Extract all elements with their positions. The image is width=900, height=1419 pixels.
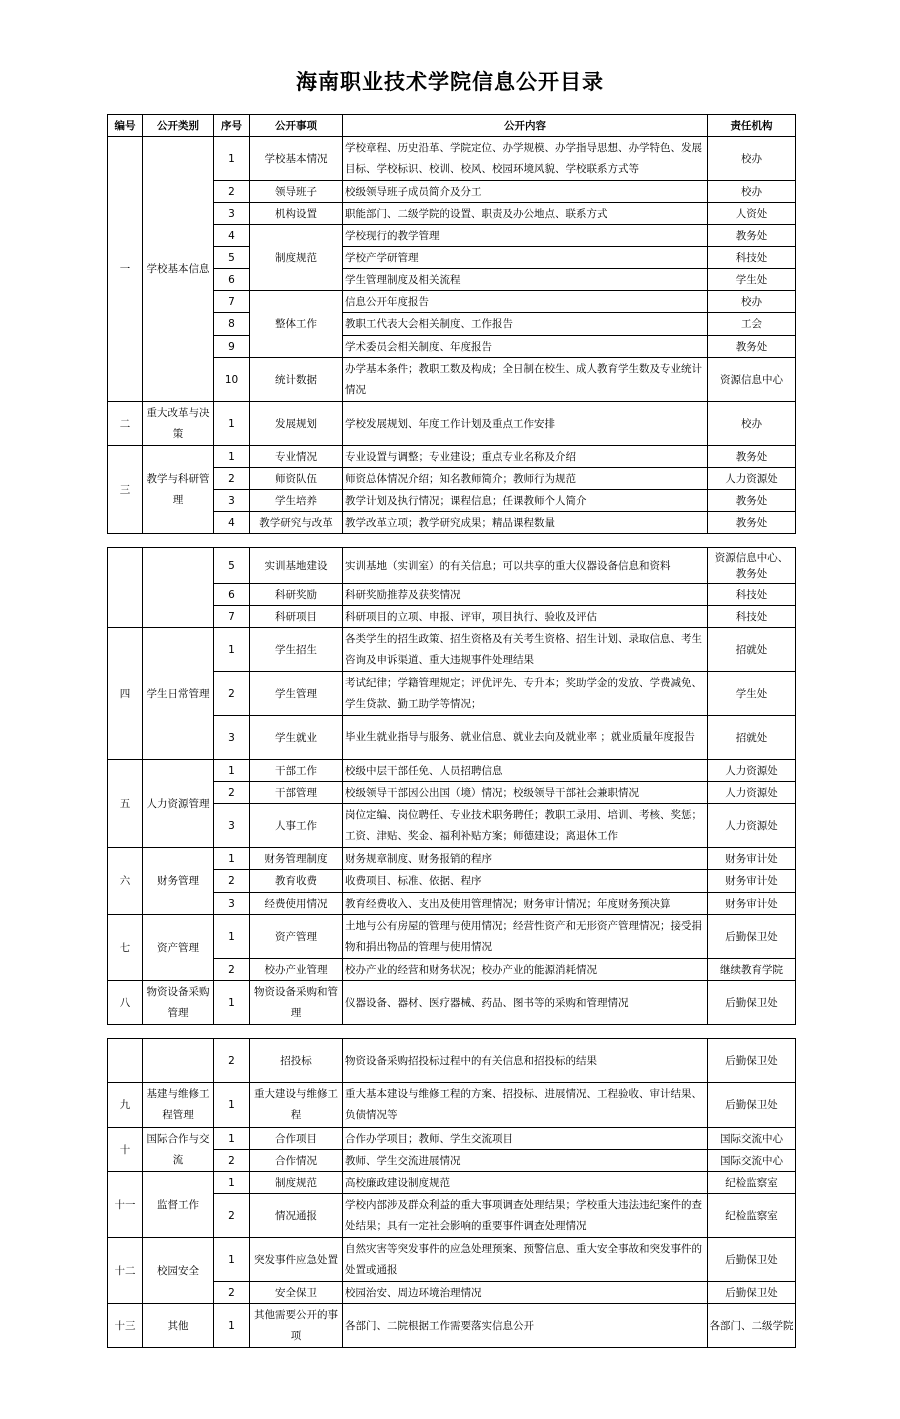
- item-content: 物资设备采购招投标过程中的有关信息和招投标的结果: [343, 1039, 708, 1083]
- item-content: 师资总体情况介绍；知名教师简介；教师行为规范: [343, 468, 708, 490]
- group-category: 国际合作与交流: [143, 1128, 214, 1172]
- item-matter: 教育收费: [250, 870, 343, 893]
- item-org: 学生处: [708, 672, 796, 716]
- item-matter: 教学研究与改革: [250, 512, 343, 534]
- table-row: [108, 1128, 796, 1150]
- item-org: 国际交流中心: [708, 1128, 796, 1150]
- item-content: 专业设置与调整；专业建设；重点专业名称及介绍: [343, 446, 708, 468]
- item-org: 后勤保卫处: [708, 1238, 796, 1282]
- item-matter: 安全保卫: [250, 1282, 343, 1304]
- item-matter: 机构设置: [250, 203, 343, 225]
- item-org: 学生处: [708, 269, 796, 291]
- item-seq: 2: [214, 782, 250, 804]
- item-seq: 6: [214, 584, 250, 606]
- table-row: [108, 137, 796, 181]
- header-category: 公开类别: [143, 115, 214, 137]
- item-content: 教职工代表大会相关制度、工作报告: [343, 313, 708, 336]
- item-seq: 1: [214, 1128, 250, 1150]
- item-content: 学术委员会相关制度、年度报告: [343, 336, 708, 358]
- item-content: 校级领导班子成员简介及分工: [343, 181, 708, 203]
- item-content: 学校发展规划、年度工作计划及重点工作安排: [343, 402, 708, 446]
- table-row: [108, 1039, 796, 1083]
- group-category: 物资设备采购管理: [143, 981, 214, 1025]
- item-content: 各部门、二院根据工作需要落实信息公开: [343, 1304, 708, 1348]
- group-number: 二: [108, 402, 143, 446]
- group-number: 十: [108, 1128, 143, 1172]
- group-number: 八: [108, 981, 143, 1025]
- group-number: 六: [108, 848, 143, 915]
- group-category: 基建与维修工程管理: [143, 1083, 214, 1128]
- item-org: 人资处: [708, 203, 796, 225]
- item-seq: 3: [214, 716, 250, 760]
- item-org: 后勤保卫处: [708, 1083, 796, 1128]
- item-content: 土地与公有房屋的管理与使用情况；经营性资产和无形资产管理情况；接受捐物和捐出物品的管理与使用情况: [343, 915, 708, 959]
- item-matter: 科研奖励: [250, 584, 343, 606]
- item-seq: 1: [214, 1304, 250, 1348]
- item-matter: 整体工作: [250, 291, 343, 358]
- group-category: 人力资源管理: [143, 760, 214, 848]
- item-org: 校办: [708, 291, 796, 313]
- item-matter: 情况通报: [250, 1194, 343, 1238]
- item-org: 招就处: [708, 716, 796, 760]
- item-matter: 人事工作: [250, 804, 343, 848]
- item-matter: 发展规划: [250, 402, 343, 446]
- item-seq: 1: [214, 981, 250, 1025]
- group-number: 十三: [108, 1304, 143, 1348]
- group-number: 九: [108, 1083, 143, 1128]
- item-matter: 校办产业管理: [250, 959, 343, 981]
- group-category: 财务管理: [143, 848, 214, 915]
- item-content: 岗位定编、岗位聘任、专业技术职务聘任；教职工录用、培训、考核、奖惩；工资、津贴、奖金、福利补贴方案；师德建设；离退休工作: [343, 804, 708, 848]
- table-row: [108, 628, 796, 672]
- item-matter: 学生管理: [250, 672, 343, 716]
- item-org: 科技处: [708, 247, 796, 269]
- item-content: 学校内部涉及群众利益的重大事项调查处理结果；学校重大违法违纪案件的查处结果；具有一定社会影响的重要事件调查处理情况: [343, 1194, 708, 1238]
- item-seq: 1: [214, 1238, 250, 1282]
- page-title: 海南职业技术学院信息公开目录: [296, 70, 604, 94]
- item-org: 财务审计处: [708, 893, 796, 915]
- item-matter: 经费使用情况: [250, 893, 343, 915]
- group-category: 资产管理: [143, 915, 214, 981]
- item-org: 财务审计处: [708, 848, 796, 870]
- item-seq: 3: [214, 893, 250, 915]
- item-matter: 物资设备采购和管理: [250, 981, 343, 1025]
- group-category: 校园安全: [143, 1238, 214, 1304]
- item-content: 教学计划及执行情况；课程信息；任课教师个人简介: [343, 490, 708, 512]
- group-number: 四: [108, 628, 143, 760]
- group-number-continued: [108, 548, 143, 628]
- item-seq: 1: [214, 1172, 250, 1194]
- item-seq: 3: [214, 490, 250, 512]
- item-org: 校办: [708, 402, 796, 446]
- table-row: [108, 548, 796, 584]
- item-org: 资源信息中心、教务处: [708, 548, 796, 584]
- item-matter: 专业情况: [250, 446, 343, 468]
- header-matter: 公开事项: [250, 115, 343, 137]
- item-org: 招就处: [708, 628, 796, 672]
- item-matter: 统计数据: [250, 358, 343, 402]
- item-seq: 5: [214, 548, 250, 584]
- item-seq: 2: [214, 181, 250, 203]
- item-content: 科研奖励推荐及获奖情况: [343, 584, 708, 606]
- item-org: 财务审计处: [708, 870, 796, 893]
- item-content: 科研项目的立项、申报、评审，项目执行、验收及评估: [343, 606, 708, 628]
- item-org: 教务处: [708, 225, 796, 247]
- item-org: 校办: [708, 137, 796, 181]
- table-row: [108, 446, 796, 468]
- item-org: 后勤保卫处: [708, 981, 796, 1025]
- item-content: 教师、学生交流进展情况: [343, 1150, 708, 1172]
- item-seq: 1: [214, 848, 250, 870]
- item-content: 实训基地（实训室）的有关信息；可以共享的重大仪器设备信息和资料: [343, 548, 708, 584]
- item-content: 财务规章制度、财务报销的程序: [343, 848, 708, 870]
- item-content: 校办产业的经营和财务状况；校办产业的能源消耗情况: [343, 959, 708, 981]
- item-seq: 10: [214, 358, 250, 402]
- group-category: 监督工作: [143, 1172, 214, 1238]
- item-org: 校办: [708, 181, 796, 203]
- item-seq: 2: [214, 468, 250, 490]
- group-category: 重大改革与决策: [143, 402, 214, 446]
- item-matter: 招投标: [250, 1039, 343, 1083]
- group-number-continued: [108, 1039, 143, 1083]
- item-content: 教学改革立项；教学研究成果；精品课程数量: [343, 512, 708, 534]
- table-row: [108, 402, 796, 446]
- item-seq: 2: [214, 870, 250, 893]
- item-matter: 学生招生: [250, 628, 343, 672]
- group-category-continued: [143, 1039, 214, 1083]
- table-row: [108, 915, 796, 959]
- item-seq: 1: [214, 402, 250, 446]
- item-content: 办学基本条件；教职工数及构成；全日制在校生、成人教育学生数及专业统计情况: [343, 358, 708, 402]
- item-seq: 2: [214, 1282, 250, 1304]
- item-matter: 领导班子: [250, 181, 343, 203]
- table-row: [108, 1238, 796, 1282]
- item-content: 学校产学研管理: [343, 247, 708, 269]
- item-content: 高校廉政建设制度规范: [343, 1172, 708, 1194]
- item-matter: 制度规范: [250, 225, 343, 291]
- item-org: 后勤保卫处: [708, 915, 796, 959]
- header-org: 责任机构: [708, 115, 796, 137]
- item-content: 职能部门、二级学院的设置、职责及办公地点、联系方式: [343, 203, 708, 225]
- item-seq: 2: [214, 1039, 250, 1083]
- group-number: 五: [108, 760, 143, 848]
- item-seq: 1: [214, 915, 250, 959]
- header-number: 编号: [108, 115, 143, 137]
- item-org: 人力资源处: [708, 804, 796, 848]
- item-content: 学校章程、历史沿革、学院定位、办学规模、办学指导思想、办学特色、发展目标、学校标识、校训、校风、校园环境风貌、学校联系方式等: [343, 137, 708, 181]
- table-row: [108, 981, 796, 1025]
- item-matter: 干部工作: [250, 760, 343, 782]
- item-content: 考试纪律；学籍管理规定；评优评先、专升本；奖助学金的发放、学费减免、学生贷款、勤工助学等情况；: [343, 672, 708, 716]
- group-category: 学生日常管理: [143, 628, 214, 760]
- item-matter: 科研项目: [250, 606, 343, 628]
- catalog-table-part-2: [107, 547, 796, 1025]
- item-content: 校级中层干部任免、人员招聘信息: [343, 760, 708, 782]
- item-seq: 6: [214, 269, 250, 291]
- item-org: 教务处: [708, 512, 796, 534]
- item-matter: 其他需要公开的事项: [250, 1304, 343, 1348]
- item-matter: 学生就业: [250, 716, 343, 760]
- item-org: 继续教育学院: [708, 959, 796, 981]
- item-org: 资源信息中心: [708, 358, 796, 402]
- item-content: 各类学生的招生政策、招生资格及有关考生资格、招生计划、录取信息、考生咨询及申诉渠道、重大违规事件处理结果: [343, 628, 708, 672]
- item-seq: 1: [214, 1083, 250, 1128]
- item-seq: 7: [214, 606, 250, 628]
- item-org: 科技处: [708, 584, 796, 606]
- item-content: 校级领导干部因公出国（境）情况；校级领导干部社会兼职情况: [343, 782, 708, 804]
- item-seq: 3: [214, 203, 250, 225]
- group-number: 十一: [108, 1172, 143, 1238]
- group-category-continued: [143, 548, 214, 628]
- group-number: 十二: [108, 1238, 143, 1304]
- item-content: 校园治安、周边环境治理情况: [343, 1282, 708, 1304]
- table-row: [108, 1083, 796, 1128]
- item-content: 重大基本建设与维修工程的方案、招投标、进展情况、工程验收、审计结果、负债情况等: [343, 1083, 708, 1128]
- item-content: 学校现行的教学管理: [343, 225, 708, 247]
- item-org: 人力资源处: [708, 782, 796, 804]
- group-number: 三: [108, 446, 143, 534]
- item-content: 收费项目、标准、依据、程序: [343, 870, 708, 893]
- item-org: 国际交流中心: [708, 1150, 796, 1172]
- item-content: 教育经费收入、支出及使用管理情况；财务审计情况；年度财务预决算: [343, 893, 708, 915]
- item-org: 纪检监察室: [708, 1172, 796, 1194]
- group-category: 学校基本信息: [143, 137, 214, 402]
- item-matter: 财务管理制度: [250, 848, 343, 870]
- item-matter: 合作项目: [250, 1128, 343, 1150]
- table-row: [108, 1172, 796, 1194]
- item-matter: 学生培养: [250, 490, 343, 512]
- item-seq: 1: [214, 446, 250, 468]
- item-seq: 2: [214, 1150, 250, 1172]
- group-category: 教学与科研管理: [143, 446, 214, 534]
- item-content: 自然灾害等突发事件的应急处理预案、预警信息、重大安全事故和突发事件的处置或通报: [343, 1238, 708, 1282]
- item-seq: 9: [214, 336, 250, 358]
- table-row: [108, 1304, 796, 1348]
- header-content: 公开内容: [343, 115, 708, 137]
- item-seq: 1: [214, 760, 250, 782]
- item-org: 教务处: [708, 446, 796, 468]
- item-matter: 学校基本情况: [250, 137, 343, 181]
- item-org: 人力资源处: [708, 468, 796, 490]
- item-matter: 制度规范: [250, 1172, 343, 1194]
- item-matter: 实训基地建设: [250, 548, 343, 584]
- item-matter: 突发事件应急处置: [250, 1238, 343, 1282]
- item-seq: 5: [214, 247, 250, 269]
- header-seq: 序号: [214, 115, 250, 137]
- item-content: 合作办学项目；教师、学生交流项目: [343, 1128, 708, 1150]
- item-seq: 7: [214, 291, 250, 313]
- item-seq: 8: [214, 313, 250, 336]
- item-content: 信息公开年度报告: [343, 291, 708, 313]
- item-matter: 合作情况: [250, 1150, 343, 1172]
- item-org: 教务处: [708, 490, 796, 512]
- item-seq: 4: [214, 225, 250, 247]
- item-seq: 2: [214, 672, 250, 716]
- item-seq: 4: [214, 512, 250, 534]
- item-org: 科技处: [708, 606, 796, 628]
- item-matter: 师资队伍: [250, 468, 343, 490]
- group-number: 七: [108, 915, 143, 981]
- catalog-table-part-1: [107, 114, 796, 534]
- item-matter: 干部管理: [250, 782, 343, 804]
- item-org: 后勤保卫处: [708, 1039, 796, 1083]
- item-seq: 1: [214, 137, 250, 181]
- item-matter: 资产管理: [250, 915, 343, 959]
- item-content: 学生管理制度及相关流程: [343, 269, 708, 291]
- item-content: 毕业生就业指导与服务、就业信息、就业去向及就业率 ；就业质量年度报告: [343, 716, 708, 760]
- item-matter: 重大建设与维修工程: [250, 1083, 343, 1128]
- item-org: 纪检监察室: [708, 1194, 796, 1238]
- item-seq: 2: [214, 1194, 250, 1238]
- table-header-row: [108, 115, 796, 137]
- item-seq: 2: [214, 959, 250, 981]
- table-row: [108, 848, 796, 870]
- table-row: [108, 760, 796, 782]
- item-seq: 3: [214, 804, 250, 848]
- item-content: 仪器设备、器材、医疗器械、药品、图书等的采购和管理情况: [343, 981, 708, 1025]
- item-org: 教务处: [708, 336, 796, 358]
- group-number: 一: [108, 137, 143, 402]
- item-org: 人力资源处: [708, 760, 796, 782]
- group-category: 其他: [143, 1304, 214, 1348]
- item-seq: 1: [214, 628, 250, 672]
- catalog-table-part-3: [107, 1038, 796, 1348]
- item-org: 工会: [708, 313, 796, 336]
- item-org: 后勤保卫处: [708, 1282, 796, 1304]
- item-org: 各部门、二级学院: [708, 1304, 796, 1348]
